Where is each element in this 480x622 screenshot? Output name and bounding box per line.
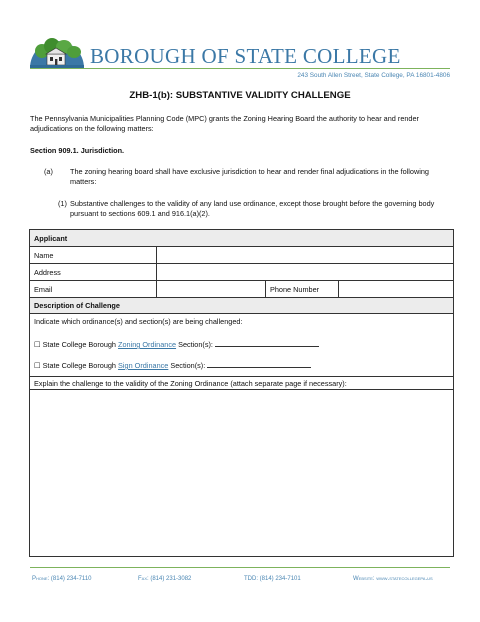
intro-paragraph: The Pennsylvania Municipalities Planning Code (MPC) grants the Zoning Hearing Board the authority to hear and render adjudications on the following matters: [30,114,419,133]
indicate-instruction: Indicate which ordinance(s) and section(s) are being challenged: [34,317,243,326]
zoning-ordinance-option[interactable] [34,340,319,349]
footer-tdd [244,576,301,582]
sign-ordinance-option[interactable] [34,361,311,370]
zoning-option-prefix: ☐ State College Borough [34,340,119,349]
phone-label: Phone Number [270,284,320,294]
footer-fax-label: Fax: [138,576,149,582]
footer-website-link[interactable]: www.statecollegepa.us [376,576,433,582]
footer-fax-value: (814) 231-3082 [150,576,192,582]
section-heading: Section 909.1. Jurisdiction. [30,146,125,155]
org-name: BOROUGH OF STATE COLLEGE [90,44,401,68]
footer-phone-label: Phone: [32,576,50,582]
name-row [30,247,453,264]
footer-tdd-value: (814) 234-7101 [259,576,301,582]
footer-rule [30,567,450,568]
challenge-form [29,229,454,557]
applicant-heading: Applicant [34,233,68,243]
paragraph-1-label: (1) [58,199,67,208]
header-rule [30,68,450,69]
sign-ordinance-link[interactable]: Sign Ordinance [118,361,169,370]
paragraph-a-text: The zoning hearing board shall have exclusive jurisdiction to hear and render final adjudications in the following matters: [70,167,429,186]
org-address: 243 South Allen Street, State College, PA 16801-4806 [297,72,450,79]
zoning-sections-field[interactable] [215,340,319,347]
address-label: Address [34,267,61,277]
sign-option-suffix: Section(s): [168,361,208,370]
footer-phone [32,576,92,582]
borough-tree-logo-icon [28,34,86,68]
explanation-field[interactable] [30,390,453,556]
sign-option-prefix: ☐ State College Borough [34,361,119,370]
footer-fax [138,576,191,582]
phone-field[interactable] [339,281,453,297]
footer-phone-value: (814) 234-7110 [50,576,92,582]
name-label: Name [34,250,54,260]
footer-website [353,576,433,582]
zoning-option-suffix: Section(s): [176,340,215,349]
document-title: ZHB-1(b): SUBSTANTIVE VALIDITY CHALLENGE [129,90,351,101]
sign-sections-field[interactable] [207,361,311,368]
zoning-ordinance-link[interactable]: Zoning Ordinance [118,340,177,349]
footer-website-label: Website: [353,576,375,582]
description-heading: Description of Challenge [34,301,120,310]
email-phone-row [30,281,453,298]
explain-instruction: Explain the challenge to the validity of the Zoning Ordinance (attach separate page if necessary): [34,378,347,388]
address-field[interactable] [157,264,453,280]
footer-tdd-label: TDD: [244,576,258,582]
email-label: Email [34,284,53,294]
explain-row [30,377,453,390]
description-header-row [30,298,453,314]
paragraph-a-label: (a) [44,167,53,176]
paragraph-1-text: Substantive challenges to the validity of any land use ordinance, except those brought before the governing body pursuant to sections 609.1 and 916.1(a)(2). [70,199,435,218]
applicant-header-row [30,230,453,247]
address-row [30,264,453,281]
paragraph-a [44,167,454,187]
name-field[interactable] [157,247,453,263]
ordinance-selection-row [30,314,453,377]
email-field[interactable] [157,281,265,297]
paragraph-1 [58,199,454,219]
